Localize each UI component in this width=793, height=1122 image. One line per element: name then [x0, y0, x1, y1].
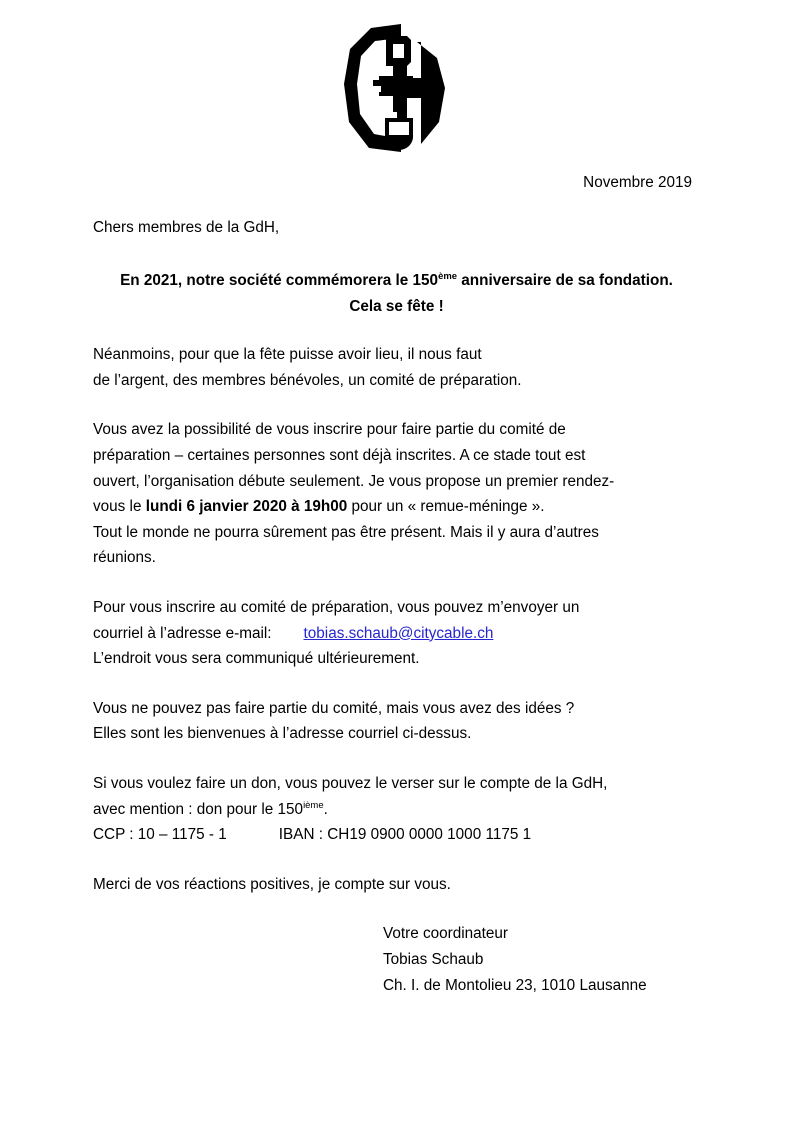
signature-role: Votre coordinateur — [383, 925, 509, 943]
paragraph-committee — [93, 417, 700, 571]
date-line: Novembre 2019 — [583, 174, 692, 191]
paragraph-signup-line-3: L’endroit vous sera communiqué ultérieurement. — [93, 650, 420, 668]
paragraph-committee-line-4 — [93, 494, 700, 520]
paragraph-committee-line-1: Vous avez la possibilité de vous inscrire pour faire partie du comité de — [93, 421, 566, 439]
paragraph-thanks — [93, 872, 700, 898]
donation-superscript: ième — [303, 799, 324, 811]
headline-text-before: En 2021, notre société commémorera le 150 — [120, 272, 439, 290]
paragraph-ideas-line-1: Vous ne pouvez pas faire partie du comité, mais vous avez des idées ? — [93, 699, 575, 717]
headline-text-after: anniversaire de sa fondation. — [457, 272, 673, 290]
signature-name: Tobias Schaub — [383, 951, 484, 969]
gdh-monogram-logo — [341, 22, 453, 154]
paragraph-ideas-line-2: Elles sont les bienvenues à l’adresse courriel ci-dessus. — [93, 725, 472, 743]
signature-address: Ch. I. de Montolieu 23, 1010 Lausanne — [383, 977, 647, 995]
ccp-number: CCP : 10 – 1175 - 1 — [93, 826, 227, 844]
paragraph-needs — [93, 342, 700, 393]
letter-body — [93, 170, 700, 999]
headline-line-2: Cela se fête ! — [349, 297, 444, 315]
bank-details-line — [93, 822, 700, 848]
paragraph-thanks-line-1: Merci de vos réactions positives, je compte sur vous. — [93, 875, 451, 893]
paragraph-committee-line-6: réunions. — [93, 549, 156, 567]
meeting-datetime: lundi 6 janvier 2020 à 19h00 — [145, 498, 348, 516]
email-label: courriel à l’adresse e-mail: — [93, 624, 272, 642]
paragraph-donation-line-1: Si vous voulez faire un don, vous pouvez le verser sur le compte de la GdH, — [93, 774, 608, 792]
donation-mention-before: avec mention : don pour le 150 — [93, 800, 304, 818]
paragraph-donation — [93, 771, 700, 848]
iban-number: IBAN : CH19 0900 0000 1000 1175 1 — [278, 826, 532, 844]
salutation: Chers membres de la GdH, — [93, 218, 280, 236]
headline — [93, 268, 700, 319]
meeting-text-before: vous le — [93, 498, 146, 516]
signature-block — [93, 921, 700, 999]
donation-mention-after: . — [323, 800, 328, 818]
headline-line-1 — [120, 272, 673, 289]
headline-superscript: ème — [438, 271, 458, 283]
meeting-text-after: pour un « remue-méninge ». — [347, 498, 545, 516]
paragraph-donation-line-2 — [93, 797, 700, 823]
paragraph-needs-line-1: Néanmoins, pour que la fête puisse avoir lieu, il nous faut — [93, 346, 482, 364]
paragraph-needs-line-2: de l’argent, des membres bénévoles, un comité de préparation. — [93, 371, 522, 389]
paragraph-committee-line-5: Tout le monde ne pourra sûrement pas être présent. Mais il y aura d’autres — [93, 523, 599, 541]
paragraph-signup-line-2 — [93, 621, 700, 647]
paragraph-committee-line-3: ouvert, l’organisation débute seulement. Je vous propose un premier rendez- — [93, 472, 615, 490]
logo-container — [0, 22, 793, 154]
paragraph-ideas — [93, 696, 700, 747]
email-link[interactable]: tobias.schaub@citycable.ch — [303, 624, 494, 642]
paragraph-signup — [93, 595, 700, 672]
paragraph-signup-line-1: Pour vous inscrire au comité de préparation, vous pouvez m’envoyer un — [93, 598, 580, 616]
paragraph-committee-line-2: préparation – certaines personnes sont déjà inscrites. A ce stade tout est — [93, 446, 586, 464]
